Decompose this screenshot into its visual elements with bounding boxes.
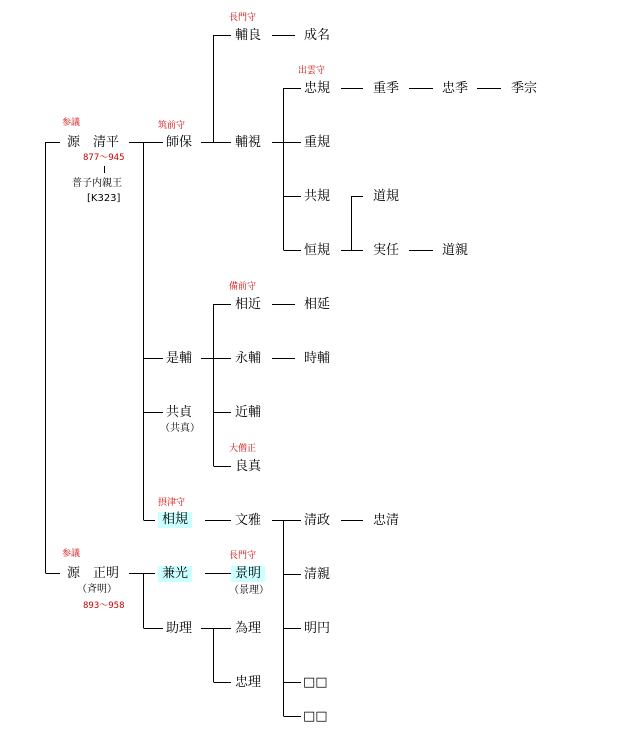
person-kiyomasa: 清政 — [304, 513, 331, 528]
person-sanetou: 実任 — [373, 243, 400, 258]
person-yoshizane: 良真 — [235, 459, 262, 474]
person-akimaru: 明円 — [304, 621, 331, 636]
rank-masaaki: 参議 — [62, 549, 81, 559]
person-koresuke: 是輔 — [166, 351, 193, 366]
person-unknown-2: □□ — [303, 709, 328, 724]
rank-sukeyoshi: 長門守 — [229, 13, 257, 23]
person-shigesue: 重季 — [373, 81, 400, 96]
person-fumimasa: 文雅 — [235, 513, 262, 528]
person-tsunenori: 恒規 — [304, 243, 331, 258]
tomozane-alt: （共真） — [160, 423, 200, 434]
rank-kageaki: 長門守 — [229, 551, 257, 561]
person-nagasuke: 永輔 — [235, 351, 262, 366]
person-sukenori: 相規 — [158, 512, 192, 528]
person-kageaki: 景明 — [231, 566, 265, 582]
person-tokisuke: 時輔 — [304, 351, 331, 366]
rank-sukenori: 摂津守 — [158, 498, 186, 508]
rank-kiyohira: 参議 — [62, 118, 81, 128]
person-michinori: 道規 — [373, 189, 400, 204]
person-tamemasa: 為理 — [235, 621, 262, 636]
person-kiyohira: 源 清平 — [67, 135, 120, 150]
person-tadakiyo: 忠清 — [373, 513, 400, 528]
person-sukemi: 輔視 — [235, 135, 262, 150]
person-masaaki: 源 正明 — [67, 566, 120, 581]
person-sukenobu: 相延 — [304, 297, 331, 312]
person-sukechika: 相近 — [235, 297, 262, 312]
masaaki-alt: （斉明） — [77, 584, 117, 595]
person-chikasuke: 近輔 — [235, 405, 262, 420]
kiyohira-tick — [104, 166, 105, 173]
person-tomozane: 共貞 — [166, 405, 193, 420]
person-tadanori: 忠規 — [304, 81, 331, 96]
kiyohira-years: 877～945 — [83, 153, 125, 163]
person-kiyochika: 清親 — [304, 567, 331, 582]
rank-morotomo: 筑前守 — [158, 121, 186, 131]
person-suemune: 季宗 — [511, 81, 538, 96]
person-morotomo: 師保 — [166, 135, 193, 150]
person-narina: 成名 — [304, 28, 331, 43]
person-michichika: 道親 — [442, 243, 469, 258]
rank-sukechika: 備前守 — [229, 282, 257, 292]
person-sukemasa: 助理 — [166, 621, 193, 636]
rank-yoshizane: 大僧正 — [229, 444, 257, 454]
person-kanemitsu: 兼光 — [158, 566, 192, 582]
person-tomonori: 共規 — [304, 189, 331, 204]
person-tadamasa: 忠理 — [235, 675, 262, 690]
masaaki-years: 893～958 — [83, 601, 125, 611]
kiyohira-ref: [K323] — [87, 193, 121, 204]
person-unknown-1: □□ — [303, 675, 328, 690]
person-shigenori: 重規 — [304, 135, 331, 150]
kiyohira-father: 普子内親王 — [72, 178, 122, 189]
person-sukeyoshi: 輔良 — [235, 28, 262, 43]
kageaki-alt: （景理） — [229, 585, 269, 596]
person-tadasue: 忠季 — [442, 81, 469, 96]
rank-tadanori: 出雲守 — [298, 66, 326, 76]
